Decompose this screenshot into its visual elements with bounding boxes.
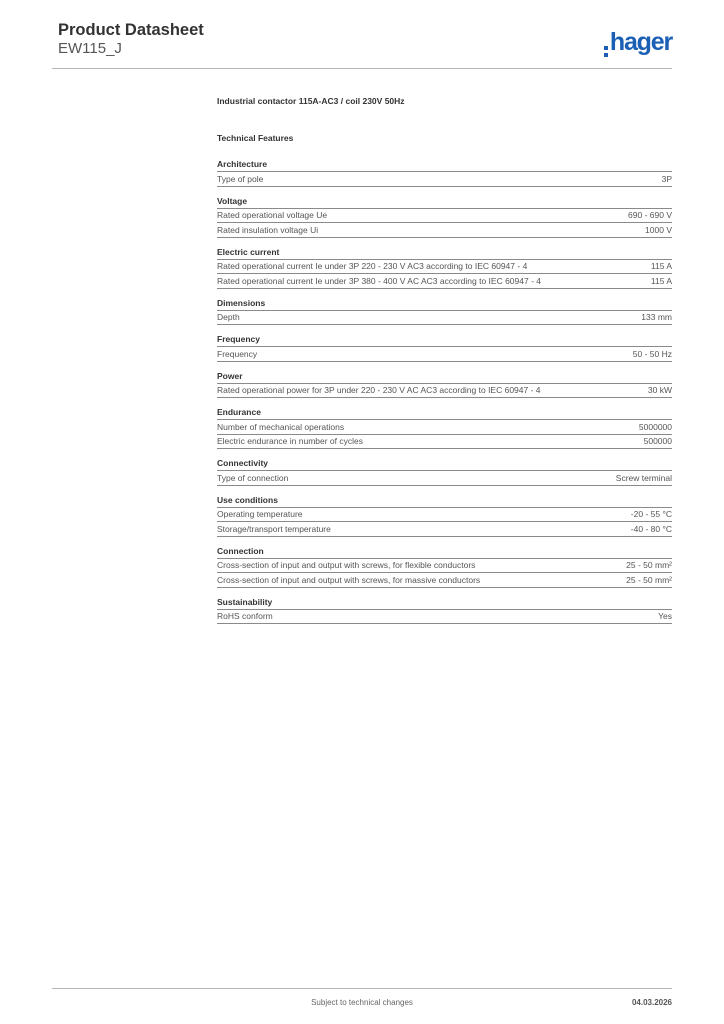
page-title: Product Datasheet xyxy=(58,21,204,39)
feature-label: Operating temperature xyxy=(217,509,303,520)
feature-row xyxy=(217,274,672,289)
logo-text: hager xyxy=(609,28,672,56)
section-heading: Voltage xyxy=(217,196,672,209)
section-heading: Frequency xyxy=(217,334,672,347)
feature-label: Rated operational current Ie under 3P 220 - 230 V AC3 according to IEC 60947 - 4 xyxy=(217,261,528,272)
feature-section xyxy=(217,247,672,289)
product-title: Industrial contactor 115A-AC3 / coil 230V 50Hz xyxy=(217,96,405,106)
header-divider xyxy=(52,68,672,69)
feature-section xyxy=(217,597,672,625)
feature-label: Rated operational power for 3P under 220 - 230 V AC AC3 according to IEC 60947 - 4 xyxy=(217,385,541,396)
product-code: EW115_J xyxy=(58,40,122,57)
feature-value: 3P xyxy=(661,173,672,184)
brand-logo xyxy=(604,28,672,58)
feature-section xyxy=(217,196,672,238)
feature-value: 133 mm xyxy=(641,312,672,323)
section-heading: Architecture xyxy=(217,159,672,172)
feature-label: Frequency xyxy=(217,348,258,359)
feature-section xyxy=(217,371,672,399)
feature-row xyxy=(217,420,672,435)
feature-row xyxy=(217,384,672,399)
feature-label: Cross-section of input and output with screws, for massive conductors xyxy=(217,574,481,585)
section-heading: Electric current xyxy=(217,247,672,260)
section-heading: Power xyxy=(217,371,672,384)
datasheet-content xyxy=(217,96,672,633)
feature-value: Screw terminal xyxy=(615,472,672,483)
section-heading: Connection xyxy=(217,546,672,559)
feature-row xyxy=(217,260,672,275)
footer-note: Subject to technical changes xyxy=(311,998,413,1007)
technical-features-heading: Technical Features xyxy=(217,133,294,143)
feature-label: Type of connection xyxy=(217,472,289,483)
footer-divider xyxy=(52,988,672,989)
feature-value: Yes xyxy=(658,611,672,622)
feature-label: Type of pole xyxy=(217,173,264,184)
feature-section xyxy=(217,407,672,449)
feature-value: -40 - 80 °C xyxy=(630,523,672,534)
feature-value: 690 - 690 V xyxy=(628,210,672,221)
feature-row xyxy=(217,209,672,224)
section-heading: Connectivity xyxy=(217,458,672,471)
feature-value: 25 - 50 mm² xyxy=(626,560,672,571)
feature-value: 115 A xyxy=(650,275,672,286)
feature-row xyxy=(217,610,672,625)
feature-value: 500000 xyxy=(643,436,672,447)
section-heading: Use conditions xyxy=(217,495,672,508)
feature-label: Rated operational current Ie under 3P 380 - 400 V AC AC3 according to IEC 60947 - 4 xyxy=(217,275,541,286)
logo-colon-icon xyxy=(604,46,608,57)
feature-value: 25 - 50 mm² xyxy=(626,574,672,585)
feature-label: Rated operational voltage Ue xyxy=(217,210,328,221)
feature-row xyxy=(217,347,672,362)
feature-label: Rated insulation voltage Ui xyxy=(217,224,319,235)
section-heading: Endurance xyxy=(217,407,672,420)
feature-label: Storage/transport temperature xyxy=(217,523,331,534)
feature-label: Number of mechanical operations xyxy=(217,421,345,432)
feature-row xyxy=(217,471,672,486)
feature-row xyxy=(217,508,672,523)
feature-section xyxy=(217,334,672,362)
feature-section xyxy=(217,546,672,588)
feature-value: 30 kW xyxy=(647,385,672,396)
feature-label: Cross-section of input and output with screws, for flexible conductors xyxy=(217,560,476,571)
feature-value: 1000 V xyxy=(645,224,672,235)
feature-row xyxy=(217,311,672,326)
feature-row xyxy=(217,559,672,574)
feature-row xyxy=(217,172,672,187)
section-heading: Dimensions xyxy=(217,298,672,311)
feature-label: RoHS conform xyxy=(217,611,273,622)
footer-date: 04.03.2026 xyxy=(631,998,672,1007)
feature-value: 115 A xyxy=(650,261,672,272)
feature-row xyxy=(217,223,672,238)
feature-row xyxy=(217,435,672,450)
feature-section xyxy=(217,159,672,187)
feature-label: Depth xyxy=(217,312,240,323)
feature-value: -20 - 55 °C xyxy=(630,509,672,520)
feature-value: 5000000 xyxy=(638,421,672,432)
feature-section xyxy=(217,495,672,537)
feature-section xyxy=(217,458,672,486)
feature-label: Electric endurance in number of cycles xyxy=(217,436,363,447)
feature-section xyxy=(217,298,672,326)
feature-row xyxy=(217,522,672,537)
feature-sections xyxy=(217,159,672,624)
section-heading: Sustainability xyxy=(217,597,672,610)
feature-value: 50 - 50 Hz xyxy=(632,348,672,359)
feature-row xyxy=(217,573,672,588)
